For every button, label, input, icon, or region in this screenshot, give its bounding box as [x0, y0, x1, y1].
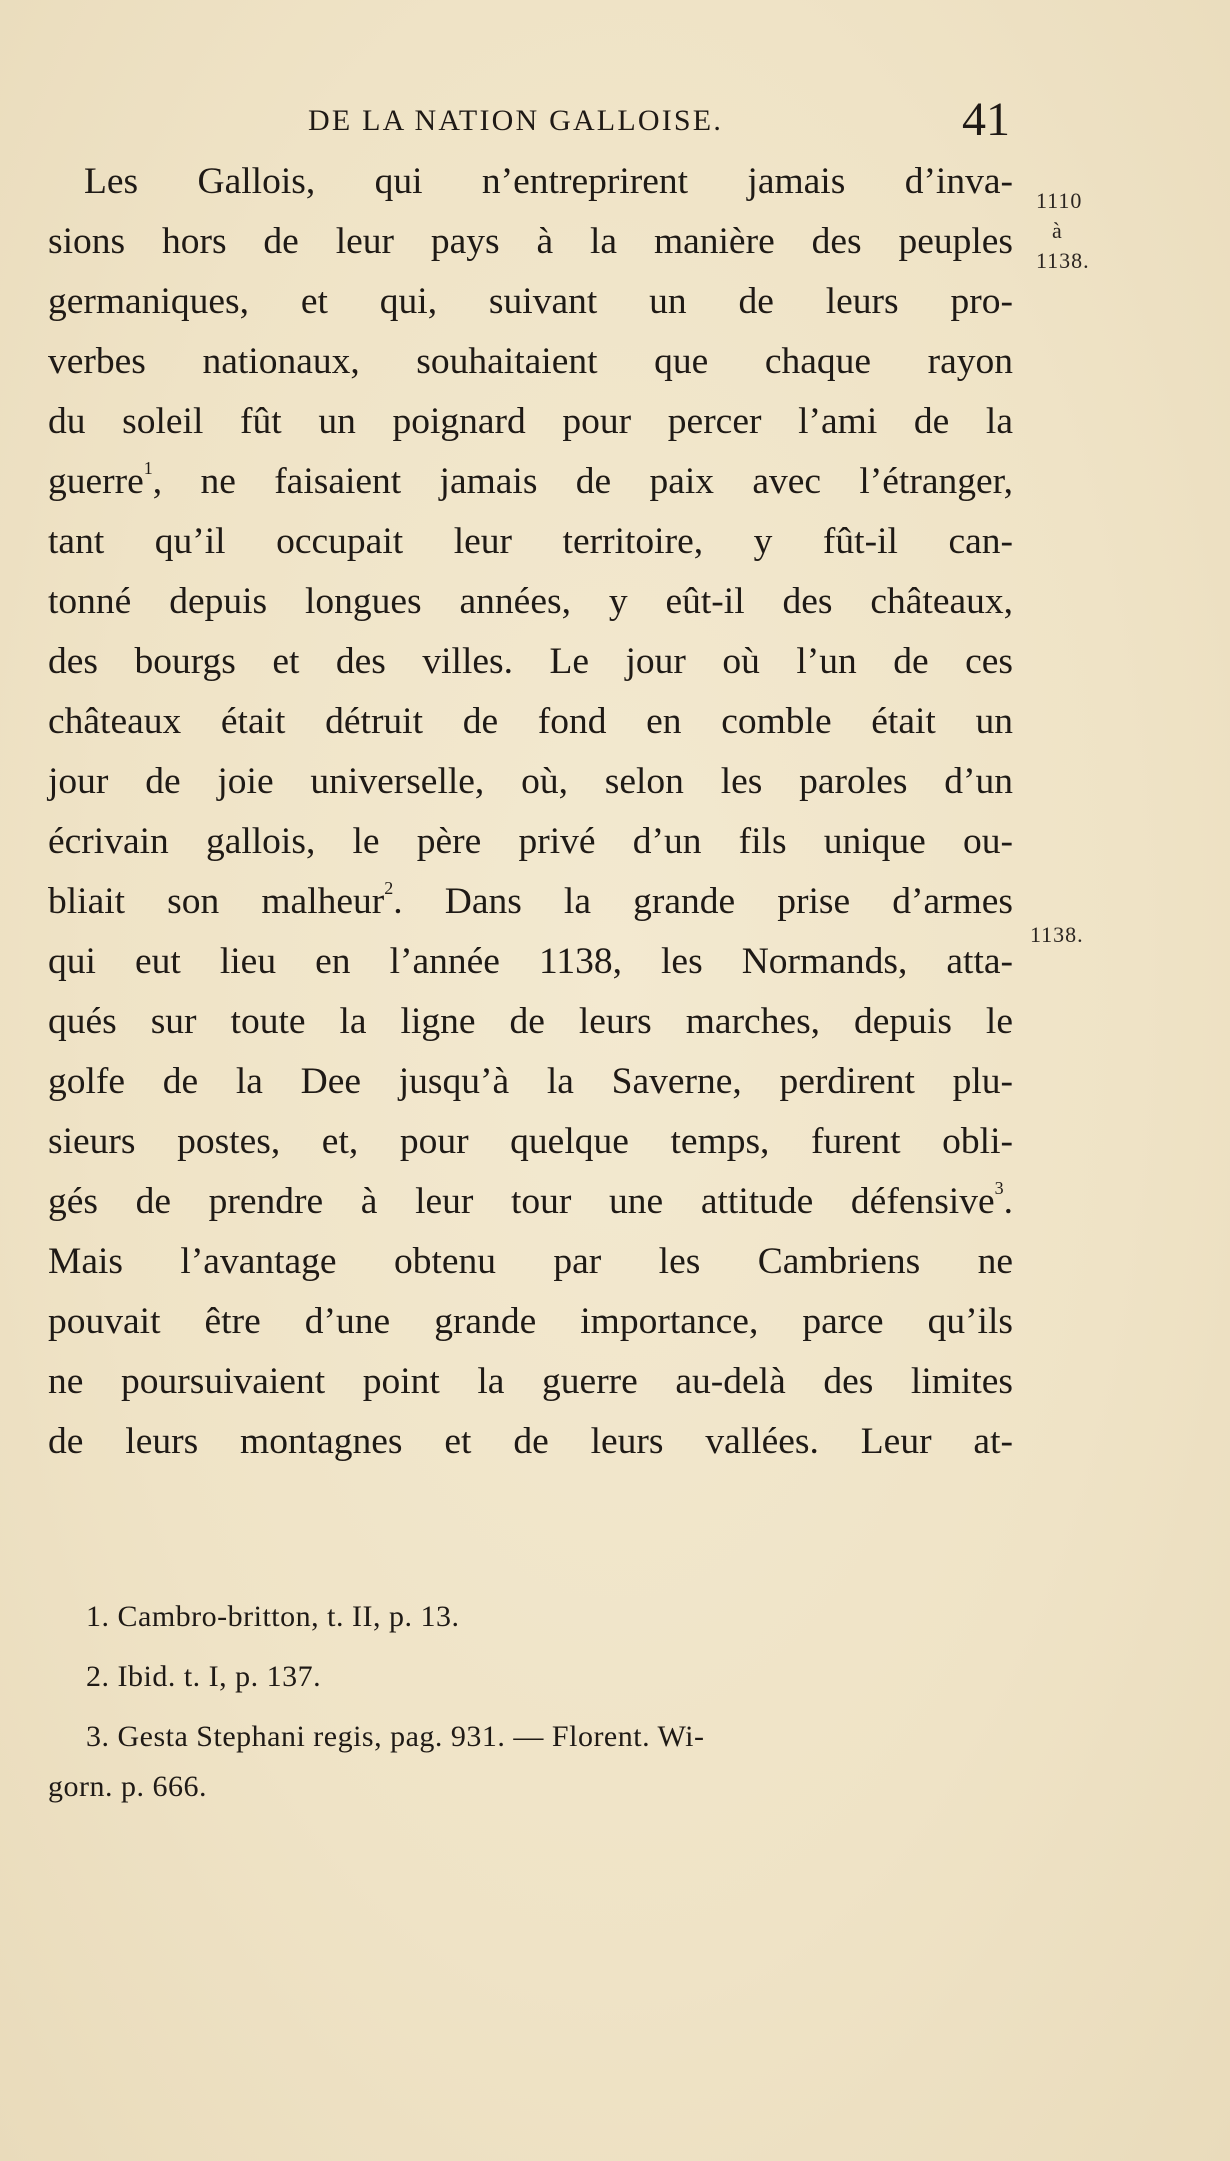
text-segment: . [1003, 1181, 1013, 1222]
text-line: de leurs montagnes et de leurs vallées. Leur at- [48, 1421, 1013, 1462]
text-line: ne poursuivaient point la guerre au-delà des limites [48, 1361, 1013, 1402]
footnote-ref-2: 2 [384, 877, 394, 898]
text-line: Mais l’avantage obtenu par les Cambriens ne [48, 1241, 1013, 1282]
footnote-ref-3: 3 [994, 1177, 1004, 1198]
margin-date-a: à [1052, 218, 1063, 243]
text-line [48, 452, 1013, 512]
text-line: qui eut lieu en l’année 1138, les Normands, atta- [48, 941, 1013, 982]
text-line: verbes nationaux, souhaitaient que chaque rayon [48, 341, 1013, 382]
running-header [300, 92, 1020, 152]
text-line: qués sur toute la ligne de leurs marches, depuis le [48, 1001, 1013, 1042]
text-line: des bourgs et des villes. Le jour où l’un de ces [48, 641, 1013, 682]
text-line: Les Gallois, qui n’entreprirent jamais d’inva- [84, 161, 1013, 202]
margin-date-single: 1138. [1030, 922, 1084, 947]
text-segment: gés de prendre à leur tour une attitude défensive [48, 1181, 995, 1222]
text-line: jour de joie universelle, où, selon les paroles d’un [48, 761, 1013, 802]
header-title: DE LA NATION GALLOISE. [308, 104, 724, 137]
text-line: châteaux était détruit de fond en comble était un [48, 701, 1013, 742]
page-number: 41 [962, 93, 1010, 146]
text-line: tonné depuis longues années, y eût-il des châteaux, [48, 581, 1013, 622]
text-line: pouvait être d’une grande importance, parce qu’ils [48, 1301, 1013, 1342]
footnote-ref-1: 1 [143, 457, 153, 478]
text-line: tant qu’il occupait leur territoire, y fût-il can- [48, 521, 1013, 562]
margin-date-end: 1138. [1036, 248, 1090, 273]
text-segment: . Dans la grande prise d’armes [393, 881, 1013, 922]
text-segment: guerre [48, 461, 144, 502]
text-line: sieurs postes, et, pour quelque temps, furent obli- [48, 1121, 1013, 1162]
text-line: du soleil fût un poignard pour percer l’ami de la [48, 401, 1013, 442]
footnote-1: 1. Cambro-britton, t. II, p. 13. [86, 1600, 460, 1633]
margin-date-start: 1110 [1036, 188, 1083, 213]
text-segment: , ne faisaient jamais de paix avec l’étranger, [152, 461, 1013, 502]
footnote-3: 3. Gesta Stephani regis, pag. 931. — Florent. Wi- [86, 1720, 705, 1753]
text-line [48, 872, 1013, 932]
footnote-2: 2. Ibid. t. I, p. 137. [86, 1660, 322, 1693]
text-line: écrivain gallois, le père privé d’un fils unique ou- [48, 821, 1013, 862]
text-line: sions hors de leur pays à la manière des peuples [48, 221, 1013, 262]
text-line: golfe de la Dee jusqu’à la Saverne, perdirent plu- [48, 1061, 1013, 1102]
text-segment: bliait son malheur [48, 881, 385, 922]
footnote-3-cont: gorn. p. 666. [48, 1770, 207, 1803]
text-line: germaniques, et qui, suivant un de leurs pro- [48, 281, 1013, 322]
text-line [48, 1172, 1013, 1232]
